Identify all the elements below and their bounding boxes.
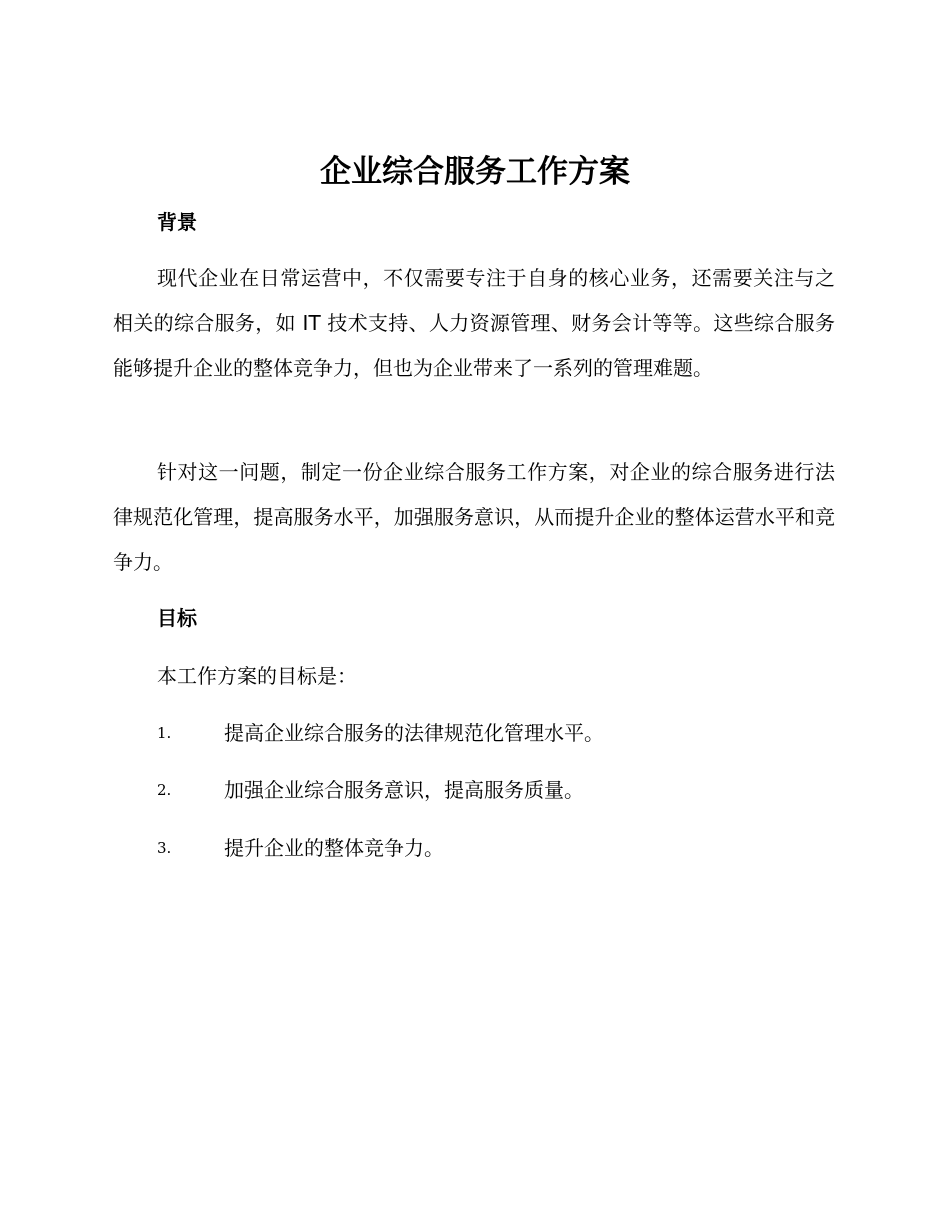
goal-list-item (157, 833, 857, 863)
background-paragraph-1: 现代企业在日常运营中，不仅需要专注于自身的核心业务，还需要关注与之相关的综合服务，如 IT 技术支持、人力资源管理、财务会计等等。这些综合服务能够提升企业的整体竞争力，但也为企业带来了一系列的管理难题。 (113, 266, 835, 380)
section-heading-background: 背景 (157, 210, 197, 234)
goal-text: 提高企业综合服务的法律规范化管理水平。 (224, 721, 604, 745)
goal-text: 加强企业综合服务意识，提高服务质量。 (224, 778, 584, 802)
goal-number: 3. (157, 839, 172, 857)
background-paragraph-2: 针对这一问题，制定一份企业综合服务工作方案，对企业的综合服务进行法律规范化管理，提高服务水平，加强服务意识，从而提升企业的整体运营水平和竞争力。 (113, 460, 835, 574)
goal-list-item (157, 775, 857, 805)
goal-list-item (157, 718, 857, 748)
goals-intro: 本工作方案的目标是： (157, 664, 357, 688)
goal-number: 2. (157, 781, 172, 799)
section-heading-goals: 目标 (157, 606, 197, 630)
document-title: 企业综合服务工作方案 (320, 154, 630, 190)
goal-text: 提升企业的整体竞争力。 (224, 836, 444, 860)
goal-number: 1. (157, 724, 172, 742)
